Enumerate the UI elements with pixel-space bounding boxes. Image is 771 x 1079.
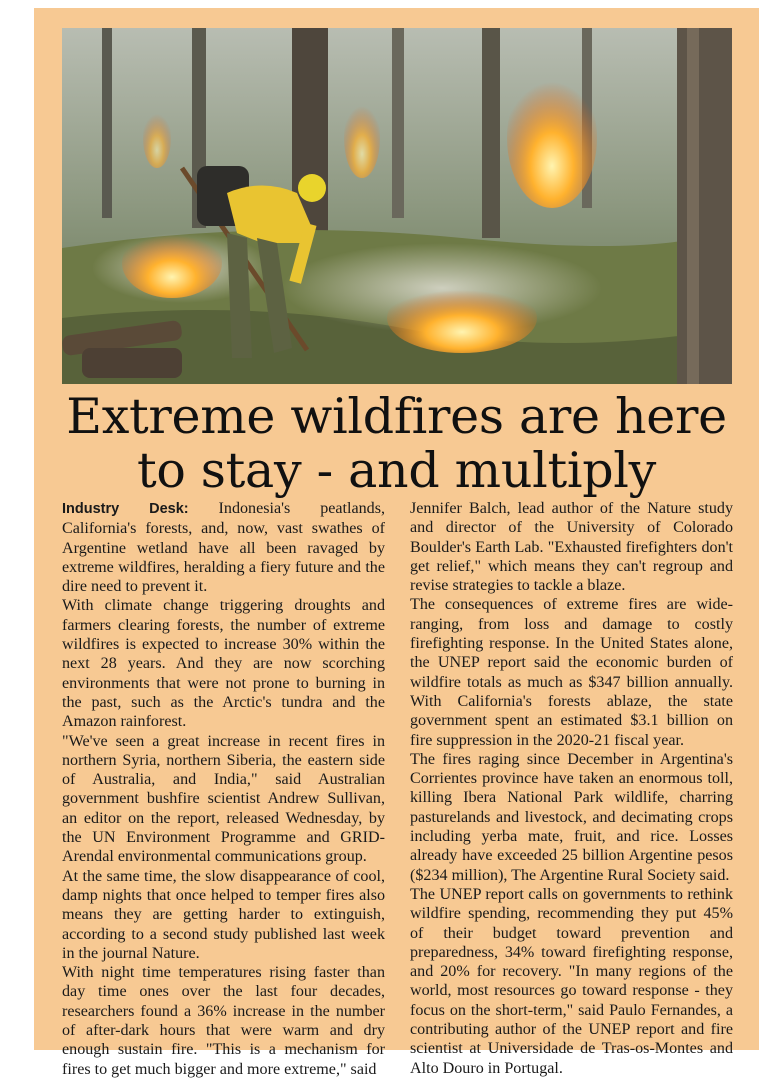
- article-paragraph: At the same time, the slow disappearance of cool, damp nights that once helped to temper fires also means they are getting harder to extinguish, according to a second study published last week in the journal Nature.: [62, 867, 385, 962]
- article-paragraph: Jennifer Balch, lead author of the Nature study and director of the University of Colorado Boulder's Earth Lab. "Exhausted firefighters don't get relief," which means they can't regroup and revise strategies to tackle a blaze.: [410, 500, 733, 595]
- article-column-left: [62, 499, 385, 1079]
- article-paragraph: The consequences of extreme fires are wide-ranging, from loss and damage to costly firefighting response. In the United States alone, the UNEP report said the economic burden of wildfire totals as much as $347 billion annually. With California's forests ablaze, the state government spent an estimated $3.1 billion on fire suppression in the 2020-21 fiscal year.: [410, 596, 733, 749]
- article-paragraph: Industry Desk: Indonesia's peatlands, California's forests, and, now, vast swathes of Argentine wetland have all been ravaged by extreme wildfires, heralding a fiery future and the dire need to prevent it.: [62, 500, 385, 596]
- article-paragraph: The fires raging since December in Argentina's Corrientes province have taken an enormous toll, killing Ibera National Park wildlife, charring pasturelands and livestock, and decimating crops including yerba mate, fruit, and rice. Losses already have exceeded 25 billion Argentine pesos ($234 million), The Argentine Rural Society said.: [410, 750, 733, 884]
- article-paragraph: "We've seen a great increase in recent fires in northern Syria, northern Siberia, the eastern side of Australia, and India," said Australian government bushfire scientist Andrew Sullivan, an editor on the report, released Wednesday, by the UN Environment Programme and GRID-Arendal environmental communications group.: [62, 732, 385, 866]
- newspaper-clipping: [34, 8, 759, 1078]
- article-paragraph: With night time temperatures rising faster than day time ones over the last four decades, researchers found a 36% increase in the number of after-dark hours that were warm and dry enough sustain fire. "This is a mechanism for fires to get much bigger and more extreme," said: [62, 964, 385, 1078]
- headline-line-1: Extreme wildfires are here: [66, 388, 727, 445]
- article-paragraph: The UNEP report calls on governments to rethink wildfire spending, recommending they put 45% of their budget toward prevention and preparedness, 34% toward firefighting response, and 20% for recovery. "In many regions of the world, most resources go toward response - they focus on the short-term," said Paulo Fernandes, a contributing author of the UNEP report and fire scientist at Universidade de Tras-os-Montes and Alto Douro in Portugal.: [410, 885, 733, 1077]
- wildfire-photo: [62, 28, 732, 384]
- article-column-right: [410, 499, 733, 1078]
- article-paragraph: With climate change triggering droughts and farmers clearing forests, the number of extreme wildfires is expected to increase 30% within the next 28 years. And they are now scorching environments that were not prone to burning in the past, such as the Arctic's tundra and the Amazon rainforest.: [62, 597, 385, 731]
- byline: Industry Desk:: [62, 501, 189, 517]
- headline: [34, 390, 759, 498]
- headline-line-2: to stay - and multiply: [136, 442, 657, 499]
